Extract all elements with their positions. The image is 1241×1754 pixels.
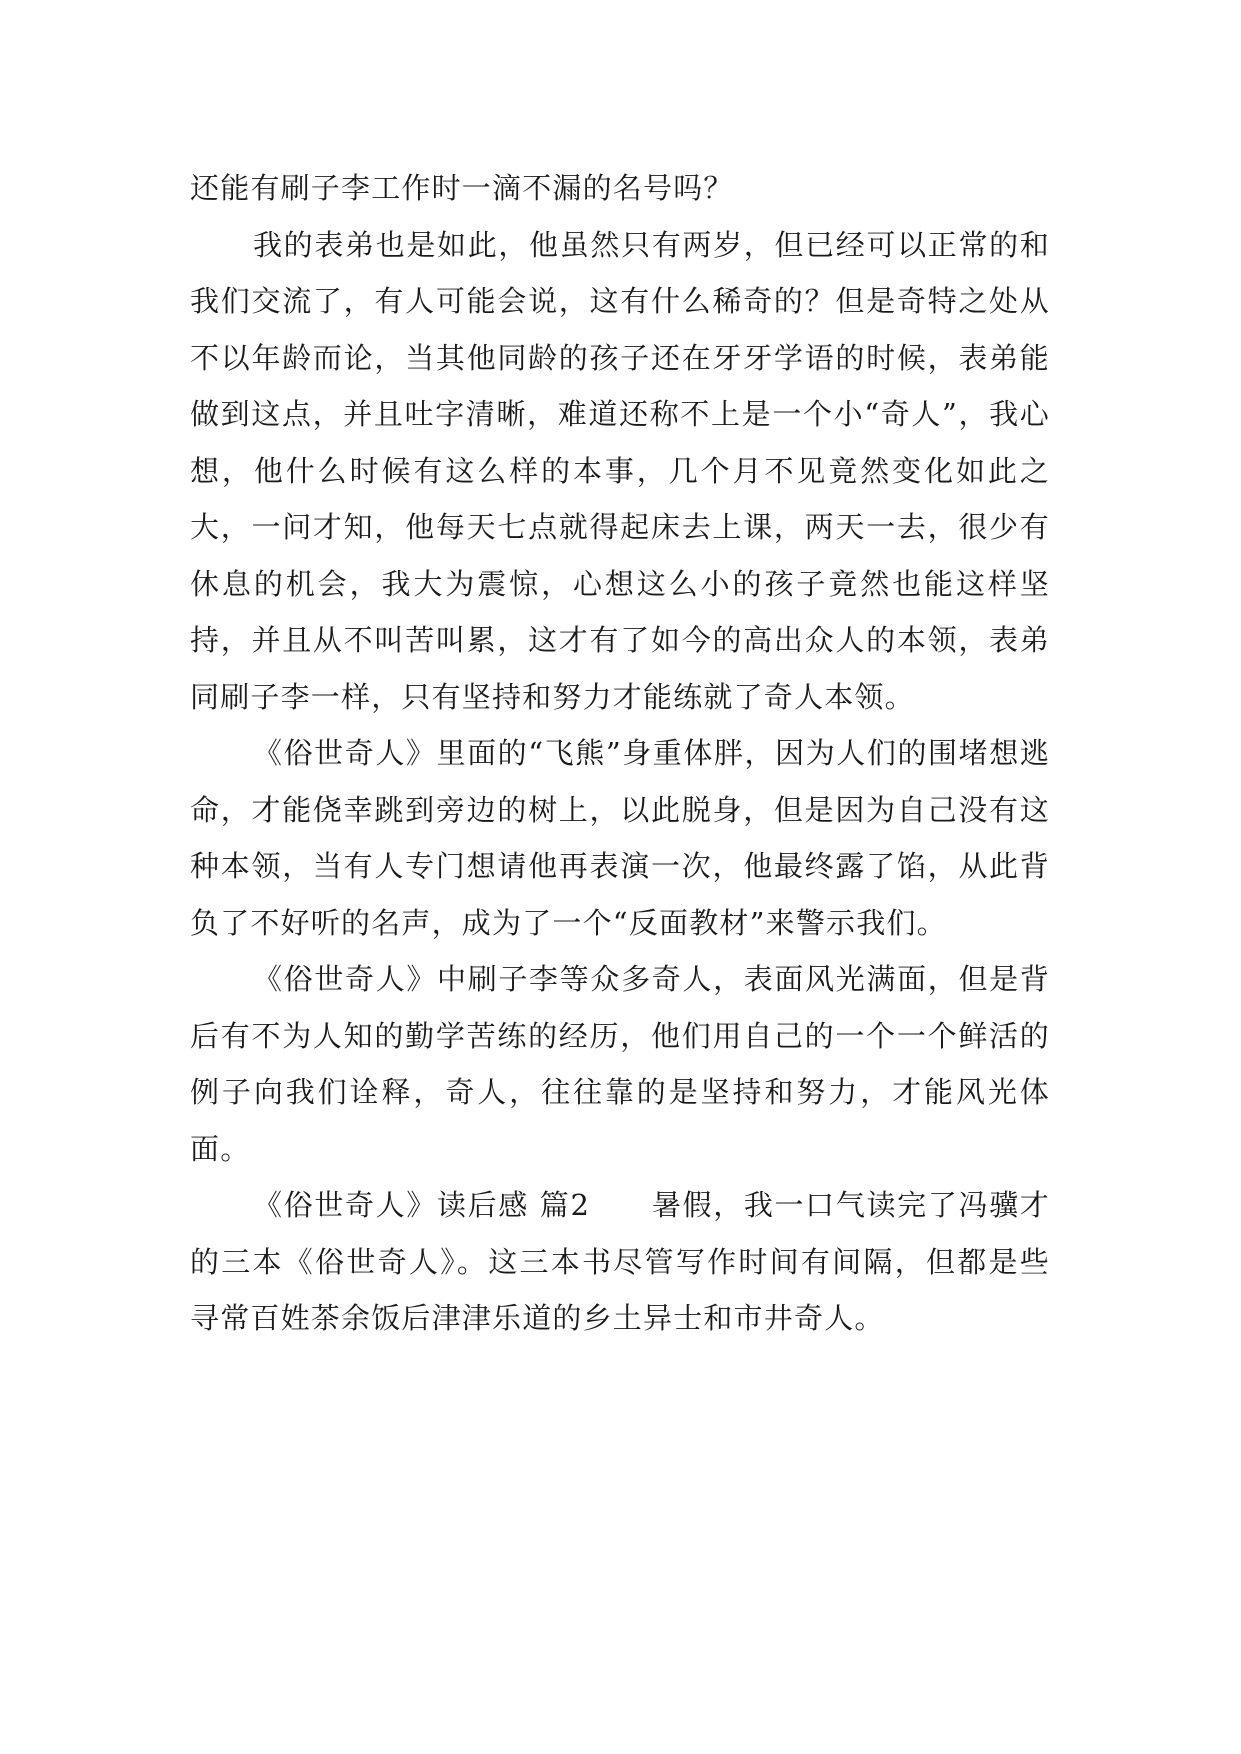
document-body xyxy=(190,160,1050,1347)
paragraph-2: 我的表弟也是如此，他虽然只有两岁，但已经可以正常的和我们交流了，有人可能会说，这有什么稀奇的？但是奇特之处从不以年龄而论，当其他同龄的孩子还在牙牙学语的时候，表弟能做到这点，并且吐字清晰，难道还称不上是一个小“奇人”，我心想，他什么时候有这么样的本事，几个月不见竟然变化如此之大，一问才知，他每天七点就得起床去上课，两天一去，很少有休息的机会，我大为震惊，心想这么小的孩子竟然也能这样坚持，并且从不叫苦叫累，这才有了如今的高出众人的本领，表弟同刷子李一样，只有坚持和努力才能练就了奇人本领。 xyxy=(190,227,1050,714)
paragraph-3: 《俗世奇人》里面的“飞熊”身重体胖，因为人们的围堵想逃命，才能侥幸跳到旁边的树上，以此脱身，但是因为自己没有这种本领，当有人专门想请他再表演一次，他最终露了馅，从此背负了不好听的名声，成为了一个“反面教材”来警示我们。 xyxy=(190,736,1050,940)
paragraph-1: 还能有刷子李工作时一滴不漏的名号吗？ xyxy=(190,171,734,205)
paragraph-5: 《俗世奇人》读后感 篇2 暑假，我一口气读完了冯骥才的三本《俗世奇人》。这三本书尽管写作时间有间隔，但都是些寻常百姓茶余饭后津津乐道的乡土异士和市井奇人。 xyxy=(190,1188,1050,1335)
paragraph-4: 《俗世奇人》中刷子李等众多奇人，表面风光满面，但是背后有不为人知的勤学苦练的经历，他们用自己的一个一个鲜活的例子向我们诠释，奇人，往往靠的是坚持和努力，才能风光体面。 xyxy=(190,962,1050,1166)
